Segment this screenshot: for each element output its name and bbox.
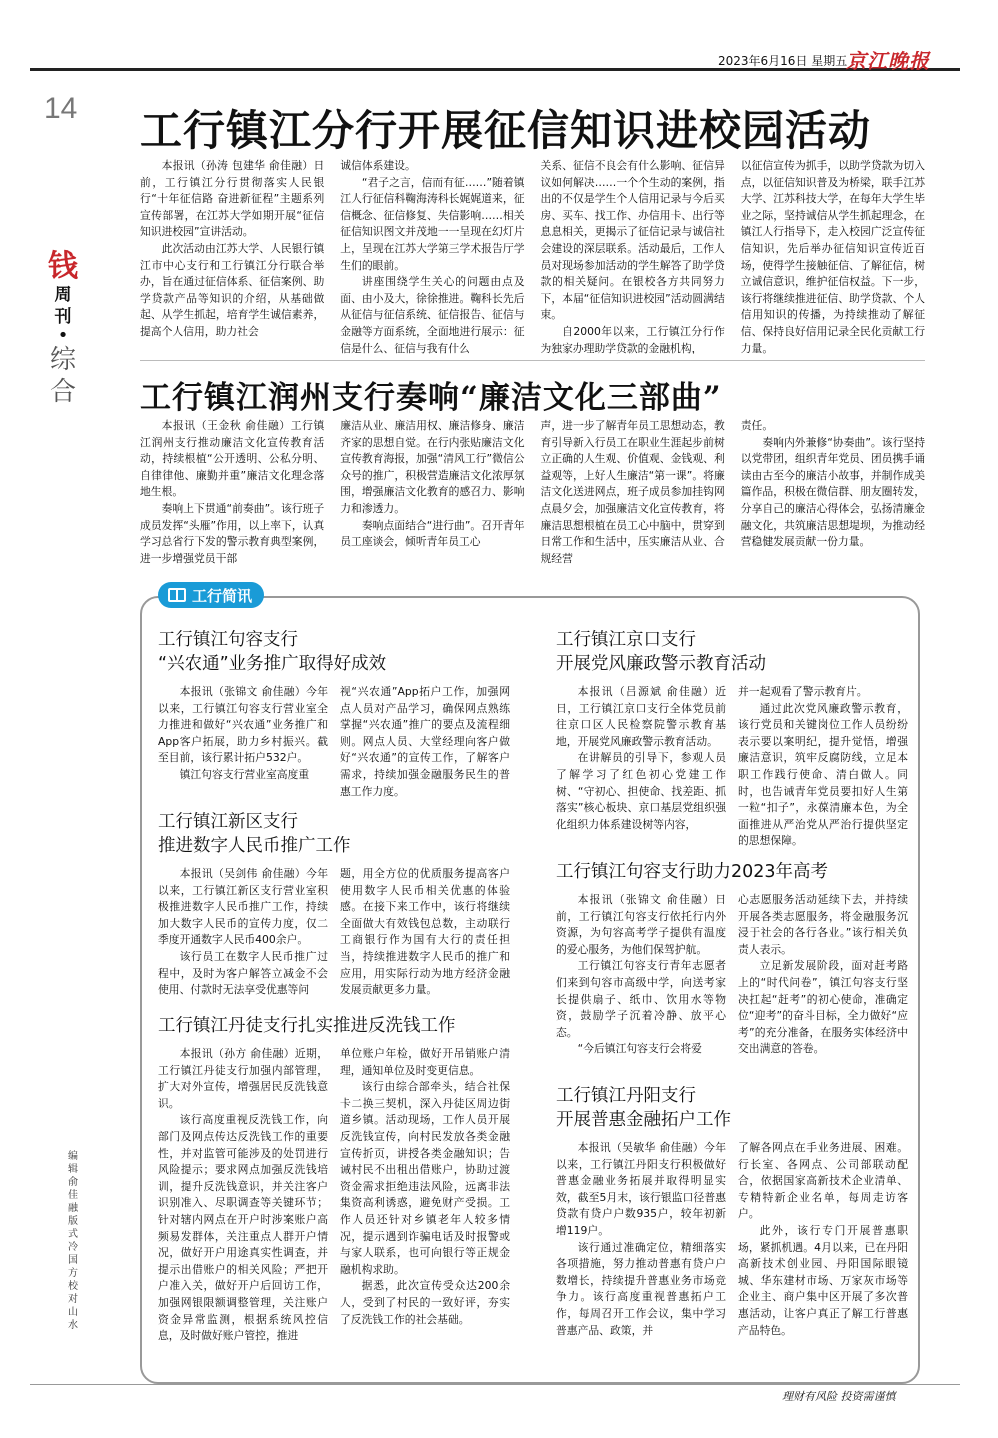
news-title-line1: 工行镇江丹阳支行 (556, 1086, 696, 1106)
paragraph: 立足新发展阶段，面对赶考路上的“时代问卷”，镇江句容支行坚决扛起“赶考”的初心使命，准确定位“迎考”的奋斗目标，全力做好“应考”的充分准备，在服务实体经济中交出满意的答卷。 (738, 959, 908, 1056)
paragraph: 以征信宣传为抓手，以助学贷款为切入点，以征信知识普及为桥梁，联手江苏大学、江苏科技大学，在每年大学生毕业之际，坚持诚信从学生抓起理念，在镇江人行指导下，走入校园广泛宣传征信知识，先后举办征信知识宣传近百场，使得学生接触征信、了解征信，树立诚信意识，维护征信权益。下一步，该行将继续推进征信、助学贷款、个人信用知识的传播，为持续推动了解征信、保持良好信用记录全民化贡献工行力量。 (740, 159, 925, 354)
news-title (158, 1014, 523, 1038)
section-badge (158, 582, 264, 608)
article1-col1 (140, 158, 324, 354)
paragraph: 心志愿服务活动延续下去，并持续开展各类志愿服务，将金融服务沉浸于社会的各行各业。”该行相关负责人表示。 (738, 893, 908, 956)
paragraph: 此外，该行专门开展普惠职场，紧抓机遇。4月以来，已在丹阳高新技术创业园、丹阳国际眼镜城、华东建材市场、万家灰市场等企业主、商户集中区开展了多次普惠活动，让客户真正了解工行普惠产品特色。 (738, 1223, 908, 1337)
article2-body (140, 418, 925, 580)
paragraph: 该行通过准确定位，精细落实各项措施，努力推动普惠有贷户户数增长，持续提升普惠业务市场竞争力。该行高度重视普惠拓户工作，每周召开工作会议，集中学习普惠产品、政策，并 (556, 1240, 726, 1337)
paragraph: 题，用全方位的优质服务提高客户使用数字人民币相关优惠的体验感。在接下来工作中，该行将继续全面做大有效钱包总数，主动联行工商银行作为国有大行的责任担当，持续推进数字人民币的推广和应用，用实际行动为地方经济金融发展贡献更多力量。 (340, 867, 510, 997)
paragraph: 声，进一步了解青年员工思想动态，教育引导新入行员工在职业生涯起步前树立正确的人生观、价值观、金钱观、利益观等，上好人生廉洁“第一课”。将廉洁文化送进网点，班子成员参加挂钩网点晨夕会，加强廉洁文化宣传教育，将廉洁思想根植在员工心中脑中，贯穿到日常工作和生活中，压实廉洁从业、合规经营 (540, 419, 725, 565)
brand-dot: • (57, 325, 69, 346)
paragraph: 廉洁从业、廉洁用权、廉洁修身、廉洁齐家的思想自觉。在行内张贴廉洁文化宣传教育海报，加强“清风工行”微信公众号的推广，积极营造廉洁文化浓厚氛围，增强廉洁文化教育的感召力、影响力和渗透力。 (340, 419, 525, 515)
paragraph: 本报讯（吴敏华 俞佳融）今年以来，工行镇江丹阳支行积极做好普惠金融业务拓展并取得明显实效，截至5月末，该行银监口径普惠贷款有贷户户数935户，较年初新增119户。 (556, 1141, 726, 1237)
footer-slogan: 理财有风险 投资需谨慎 (782, 1390, 896, 1403)
news-title-line2: 推进数字人民币推广工作 (158, 836, 351, 856)
section-badge-label: 工行简讯 (192, 586, 253, 605)
paragraph: 镇江句容支行营业室高度重 (179, 767, 310, 781)
paragraph: 了解各网点在手业务进展、困难。行长室、各网点、公司部联动配合，依据国家高新技术企业清单、专精特新企业名单，每周走访客户。 (738, 1141, 908, 1221)
section-name: 综合 (49, 345, 76, 407)
article1-title: 工行镇江分行开展征信知识进校园活动 (140, 106, 872, 155)
news-title-line1: 工行镇江新区支行 (158, 812, 298, 832)
paragraph: 该行由综合部牵头，结合社保卡二换三契机，深入丹徒区周边街道乡镇。活动现场，工作人员开展反洗钱宣传，向村民发放各类金融宣传折页，讲授各类金融知识；告诫村民不出租出借账户，协助过渡资金需求拒绝违法风险，远离非法集资高利诱惑，避免财产受损。工作人员还针对乡镇老年人较多情况，提示遇到诈骗电话及时报警或与家人联系，也可向银行等正规金融机构求助。 (340, 1080, 510, 1276)
article1-col4 (741, 158, 925, 354)
paragraph: 视“兴农通”App拓户工作，加强网点人员对产品学习，确保网点熟练掌握“兴农通”推广的要点及流程细则。网点人员、大堂经理向客户做好“兴农通”的宣传工作，了解客户需求，持续加强金融服务民生的普惠工作力度。 (340, 685, 510, 798)
book-icon (168, 588, 186, 602)
brand-kan: 刊 (54, 307, 72, 327)
paragraph: 此次活动由江苏大学、人民银行镇江市中心支行和工行镇江分行联合举办，旨在通过征信体系、征信案例、助学贷款产品等知识的介绍，从基础做起、从学生抓起，培育学生诚信素养，提高个人信用，助力社会 (140, 241, 325, 338)
paragraph: 自2000年以来，工行镇江分行作为独家办理助学贷款的金融机构， (540, 324, 725, 354)
news-body (556, 1140, 908, 1339)
news-body (158, 866, 523, 999)
paragraph: 单位账户年检，做好开吊销账户清理，通知单位及时变更信息。 (340, 1047, 510, 1077)
news-column (738, 892, 908, 1058)
news-column (556, 684, 726, 850)
paragraph: 关系、征信不良会有什么影响、征信异议如何解决……一个个生动的案例，指出的不仅是学生个人信用记录与今后买房、买车、找工作、办信用卡、出行等息息相关，更揭示了征信记录与诚信社会建设的深层联系。活动最后，工作人员对现场参加活动的学生解答了助学贷款的相关疑问。在银校各方共同努力下，本届“征信知识进校园”活动圆满结束。 (540, 159, 725, 322)
footer-rule (30, 1384, 960, 1385)
paragraph: 奏响点面结合“进行曲”。召开青年员工座谈会，倾听青年员工心 (340, 518, 525, 549)
article1-col3 (541, 158, 725, 354)
paragraph: 本报讯（吴剑伟 俞佳融）今年以来，工行镇江新区支行营业室积极推进数字人民币推广工作，持续加大数字人民币的宣传力度，仅二季度开通数字人民币400余户。 (158, 867, 328, 947)
news-item-n5 (556, 860, 908, 1058)
news-title-line1: 工行镇江句容支行助力2023年高考 (556, 862, 829, 882)
news-column (158, 684, 328, 800)
article2-col4 (741, 418, 925, 580)
paragraph: 据悉，此次宣传受众达200余人，受到了村民的一致好评，夯实了反洗钱工作的社会基础。 (340, 1279, 510, 1326)
paragraph: 该行员工在数字人民币推广过程中，及时为客户解答立减金不会使用、付款时无法享受优惠等问 (158, 949, 328, 997)
news-title-line1: 工行镇江京口支行 (556, 630, 696, 650)
paragraph: 该行高度重视反洗钱工作，向部门及网点传达反洗钱工作的重要性，并对监管可能涉及的处罚进行风险提示；要求网点加强反洗钱培训，提升反洗钱意识，并关注客户识别准入、尽职调查等关键环节；针对辖内网点在开户时涉案账户高频易发群体，关注重点人群开户情况，做好开户用途真实性调查，并提示出借账户的相关风险；严把开户准入关，做好开户后回访工作，加强网银限额调整管理，关注账户资金异常监测，根据系统风控信息，及时做好账户管控，推进 (158, 1113, 328, 1343)
paragraph: 讲座围绕学生关心的问题由点及面、由小及大，徐徐推进。鞠科长先后从征信与征信系统、征信报告、征信与金融等方面系统，全面地进行展示：征信是什么、征信与我有什么 (340, 275, 525, 354)
news-column (738, 1140, 908, 1339)
brand-zhou: 周 (54, 285, 72, 305)
paragraph: 并一起观看了警示教育片。 (738, 685, 868, 698)
news-title (556, 628, 908, 676)
news-column (556, 892, 726, 1058)
article2-title: 工行镇江润州支行奏响“廉洁文化三部曲” (140, 380, 722, 416)
news-item-n4 (556, 628, 908, 850)
news-title (556, 1084, 908, 1132)
news-title-line1: 工行镇江丹徒支行扎实推进反洗钱工作 (158, 1016, 456, 1036)
paragraph: 在讲解员的引导下，参观人员了解学习了红色初心党建工作树、“守初心、担使命、找差距、抓落实”核心板块、京口基层党组织强化组织力体系建设树等内容， (556, 751, 726, 831)
paragraph: 通过此次党风廉政警示教育，该行党员和关键岗位工作人员纷纷表示要以案明纪，提升觉悟，增强廉洁意识，筑牢反腐防线，立足本职工作践行使命、清白做人。同时，也告诫青年党员要扣好人生第一粒“扣子”，永葆清廉本色，为全面推进从严治党从严治行提供坚定的思想保障。 (738, 701, 908, 848)
news-title-line2: 开展党风廉政警示教育活动 (556, 654, 766, 674)
paragraph: 诚信体系建设。 (340, 159, 416, 172)
news-title-line2: “兴农通”业务推广取得好成效 (158, 654, 387, 674)
article1-body (140, 158, 925, 354)
news-column (158, 1046, 328, 1345)
news-column (738, 684, 908, 850)
news-body (158, 684, 523, 800)
article2-col2 (340, 418, 524, 580)
news-title (556, 860, 908, 884)
news-body (158, 1046, 523, 1345)
news-title-line2: 开展普惠金融拓户工作 (556, 1110, 731, 1130)
news-column (340, 684, 510, 800)
paragraph: 责任。 (740, 419, 774, 432)
paragraph: 本报讯（孙涛 包建华 俞佳融）日前，工行镇江分行贯彻落实人民银行“十年征信路 奋进新征程”主题系列宣传部署，在江苏大学如期开展“征信知识进校园”宣讲活动。 (140, 159, 325, 239)
paragraph: “今后镇江句容支行会将爱 (577, 1042, 702, 1056)
brand-char: 钱 (48, 249, 78, 284)
paragraph: 工行镇江句容支行青年志愿者们来到句容市高级中学，向送考家长提供扇子、纸巾、饮用水等物资，鼓励学子沉着冷静、放平心态。 (556, 959, 726, 1039)
paragraph: “君子之言，信而有征……”随着镇江人行征信科鞠海涛科长娓娓道来，征信概念、征信修复、失信影响……相关征信知识图文并茂地一一呈现在幻灯片上，呈现在江苏大学第三学术报告厅学生们的眼前。 (340, 175, 525, 272)
news-body (556, 892, 908, 1058)
article-divider (140, 360, 925, 361)
article2-col3 (541, 418, 725, 580)
news-column (556, 1140, 726, 1339)
paragraph: 奏响上下贯通“前奏曲”。该行班子成员发挥“头雁”作用，以上率下，认真学习总省行下发的警示教育典型案例，进一步增强党员干部 (140, 501, 325, 565)
news-item-n1 (158, 628, 523, 800)
news-title-line1: 工行镇江句容支行 (158, 630, 298, 650)
news-column (340, 1046, 510, 1345)
article1-col2 (340, 158, 524, 354)
paragraph: 本报讯（张锦文 俞佳融）日前，工行镇江句容支行依托行内外资源，为句容高考学子提供有温度的爱心服务，为他们保驾护航。 (556, 893, 726, 956)
news-item-n3 (158, 1014, 523, 1345)
news-column (340, 866, 510, 999)
news-column (158, 866, 328, 999)
paragraph: 本报讯（孙方 俞佳融）近期，工行镇江丹徒支行加强内部管理，扩大对外宣传，增强居民反洗钱意识。 (158, 1047, 328, 1110)
news-title (158, 628, 523, 676)
paragraph: 本报讯（吕源斌 俞佳融）近日，工行镇江京口支行全体党员前往京口区人民检察院警示教育基地，开展党风廉政警示教育活动。 (556, 685, 726, 748)
news-item-n6 (556, 1084, 908, 1339)
paragraph: 本报讯（王金秋 俞佳融）工行镇江润州支行推动廉洁文化宣传教育活动，持续根植“公开透明、公私分明、自律律他、廉勤并重”廉洁文化理念落地生根。 (140, 419, 325, 499)
article2-col1 (140, 418, 324, 580)
section-brand (48, 250, 78, 408)
issue-date: 2023年6月16日 星期五 (718, 54, 848, 68)
page-number: 14 (44, 92, 78, 125)
editor-credits: 编辑 俞佳融 版式 冷国方 校对 山水 (68, 1151, 78, 1331)
news-item-n2 (158, 810, 523, 999)
news-title (158, 810, 523, 858)
paragraph: 本报讯（张锦文 俞佳融）今年以来，工行镇江句容支行营业室全力推进和做好“兴农通”业务推广和App客户拓展，助力乡村振兴。截至目前，该行累计拓户532户。 (158, 685, 328, 765)
paragraph: 奏响内外兼修“协奏曲”。该行坚持以党带团，组织青年党员、团员携手诵读由古至今的廉洁小故事，并制作成美篇作品，积极在微信群、朋友圈转发，分享自己的廉洁心得体会，弘扬清廉金融文化，共筑廉洁思想堤坝，为推动经营稳健发展贡献一份力量。 (740, 435, 925, 549)
masthead-logo: 京江晚报 (846, 49, 930, 73)
news-body (556, 684, 908, 850)
